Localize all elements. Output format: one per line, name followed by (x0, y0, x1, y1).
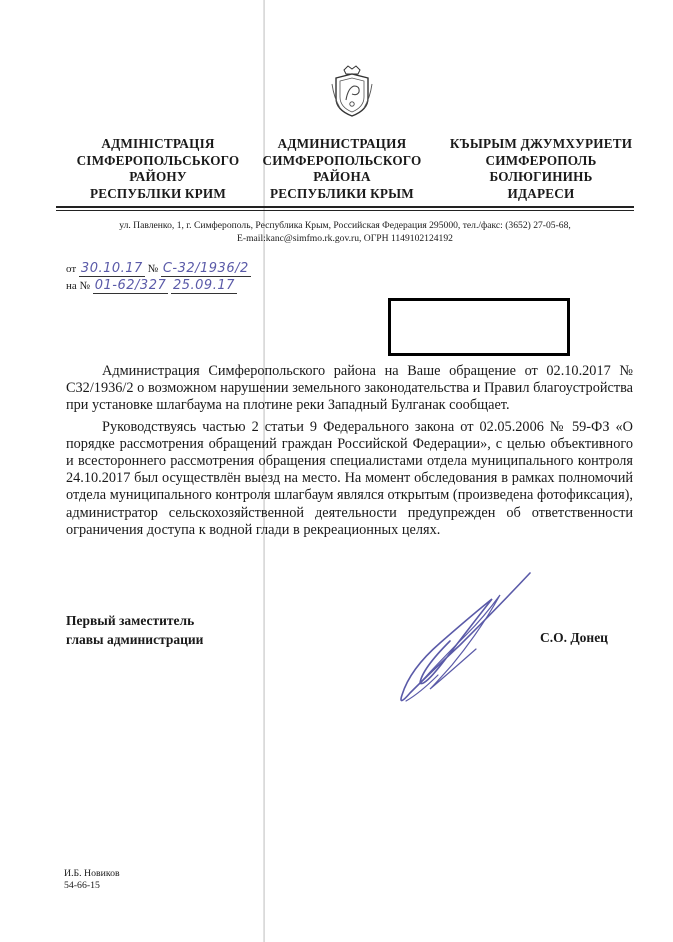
signatory-name: С.О. Донец (540, 630, 608, 645)
header-ru-line: СИМФЕРОПОЛЬСКОГО (262, 152, 422, 168)
signatory-title-line: Первый заместитель (66, 613, 195, 628)
executor-info (64, 868, 120, 892)
header-ru-line: РАЙОНА (313, 169, 371, 184)
address-line: ул. Павленко, 1, г. Симферополь, Республика Крым, Российская Федерация 295000, тел./факс: (3652) 27-05-68, (119, 220, 571, 231)
header-crh-line: ИДАРЕСИ (507, 185, 575, 201)
header-divider-thick (56, 206, 634, 208)
number-label: № (147, 263, 159, 275)
executor-name: И.Б. Новиков (64, 868, 120, 879)
header-ru-line: АДМИНИСТРАЦИЯ (277, 136, 407, 151)
body-paragraph-1: Администрация Симферопольского района на Ваше обращение от 02.10.2017 № С32/1936/2 о возможном нарушении земельного законодательства и Правил благоустройства при установке шлагбаума на плотине реки Западный Булганак сообщает. (66, 363, 633, 414)
header-divider-thin (56, 210, 634, 211)
crimea-coat-of-arms-icon (330, 64, 374, 118)
registration-date: 30.10.17 (80, 261, 143, 276)
reply-number: 01-62/327 (94, 278, 167, 293)
address-block (56, 219, 634, 245)
body-paragraph-2: Руководствуясь частью 2 статьи 9 Федерального закона от 02.05.2006 № 59-ФЗ «О порядке рассмотрения обращений граждан Российской Федерации», с целью объективного и всестороннего рассмотрения обращения специалистами отдела муниципального контроля 24.10.2017 был осуществлён выезд на место. На момент обследования в рамках полномочий отдела муниципального контроля шлагбаум являлся открытым (произведена фотофиксация), администратор сельскохозяйственной деятельности предупрежден об ответственности ограничения доступа к водной глади в рекреационных целях. (66, 418, 633, 538)
header-crh-line: БОЛЮГИНИНЬ (489, 169, 593, 184)
registration-number: С-32/1936/2 (162, 261, 249, 276)
header-ukrainian (58, 136, 258, 202)
reply-date: 25.09.17 (172, 278, 235, 293)
header-crimean-tatar (436, 136, 646, 202)
signatory-title (66, 612, 203, 649)
reply-reference (66, 278, 237, 293)
header-crh-line: СИМФЕРОПОЛЬ (485, 152, 597, 168)
handwritten-signature (380, 565, 550, 715)
header-russian (242, 136, 442, 202)
outgoing-registration (66, 261, 251, 276)
header-ru-line: РЕСПУБЛИКИ КРЫМ (270, 185, 414, 201)
header-crh-line: КЪЫРЫМ ДЖУМХУРИЕТИ (449, 136, 633, 151)
header-ua-line: СІМФЕРОПОЛЬСЬКОГО (76, 152, 240, 168)
header-ua-line: АДМІНІСТРАЦІЯ (101, 136, 215, 151)
executor-phone: 54-66-15 (64, 880, 100, 891)
letter-body (66, 363, 633, 543)
header-ua-line: РЕСПУБЛІКИ КРИМ (89, 185, 227, 201)
from-label: от (66, 263, 77, 275)
signatory-title-line: главы администрации (66, 631, 204, 647)
redacted-recipient-box (388, 298, 570, 356)
contact-line: E-mail:kanc@simfmo.rk.gov.ru, ОГРН 1149102124192 (237, 233, 453, 244)
header-ua-line: РАЙОНУ (129, 169, 187, 184)
reply-label: на № (66, 280, 91, 292)
